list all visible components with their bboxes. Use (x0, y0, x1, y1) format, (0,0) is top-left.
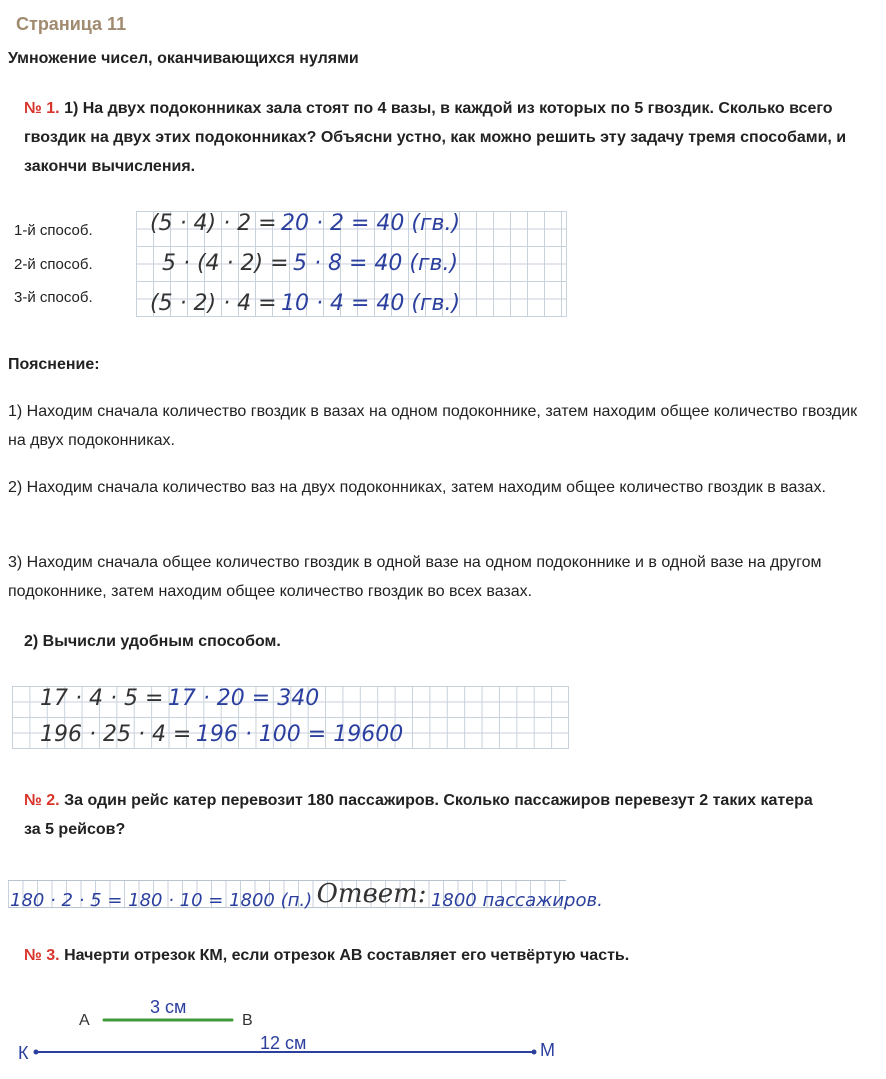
point-k-dot (34, 1050, 39, 1055)
way-2-row (162, 251, 458, 276)
way-2-label: 2-й способ. (14, 256, 93, 273)
task-2-number: № 2. (24, 792, 60, 809)
way-2-answer: 5 · 8 = 40 (гв.) (293, 251, 459, 276)
way-3-row (150, 291, 460, 316)
segments-drawing (0, 990, 886, 1079)
way-1-written: (5 · 4) · 2 = (150, 211, 277, 236)
task-2-statement (24, 786, 824, 844)
task-1-part-2-text: 2) Вычисли удобным способом. (24, 633, 281, 650)
task-2-text: За один рейс катер перевозит 180 пассажиров. Сколько пассажиров перевезут 2 таких катера за 5 рейсов? (24, 792, 813, 838)
ab-length-label: 3 см (150, 997, 187, 1017)
explanation-1: 1) Находим сначала количество гвоздик в вазах на одном подоконнике, затем находим общее количество гвоздик на двух подоконниках. (8, 403, 858, 449)
ways-grid (136, 211, 567, 317)
task-2-solution: 180 · 2 · 5 = 180 · 10 = 1800 (п.) (10, 890, 313, 911)
way-2-written: 5 · (4 · 2) = (162, 251, 289, 276)
way-1-answer: 20 · 2 = 40 (гв.) (281, 211, 461, 236)
task-2-solution-row (10, 879, 603, 913)
part-2-row-2-answer: 196 · 100 = 19600 (195, 722, 404, 747)
task-2-answer-word: Ответ: (316, 879, 427, 909)
way-3-written: (5 · 2) · 4 = (150, 291, 277, 316)
task-3-number: № 3. (24, 947, 60, 964)
section-title: Умножение чисел, оканчивающихся нулями (8, 50, 359, 67)
task-1-statement (24, 94, 854, 181)
point-m-dot (532, 1050, 537, 1055)
explanation-2: 2) Находим сначала количество ваз на двух подоконниках, затем находим общее количество гвоздик в вазах. (8, 479, 826, 496)
way-3-label: 3-й способ. (14, 289, 93, 306)
explanation-3: 3) Находим сначала общее количество гвоздик в одной вазе на одном подоконнике и в одной вазе на другом подоконнике, затем находим общее количество гвоздик во всех вазах. (8, 554, 822, 600)
part-2-row-1-written: 17 · 4 · 5 = (40, 686, 164, 711)
part-2-row-2-written: 196 · 25 · 4 = (40, 722, 192, 747)
task-3-statement (24, 941, 854, 970)
task-1-number: № 1. (24, 100, 60, 117)
task-2-answer-line (8, 879, 603, 911)
way-1-row (150, 211, 460, 236)
point-a-label: А (79, 1012, 90, 1029)
part-2-row-1 (40, 686, 319, 711)
explanation-heading: Пояснение: (8, 356, 100, 373)
task-3-text: Начерти отрезок КМ, если отрезок АВ составляет его четвёртую часть. (64, 947, 630, 964)
task-1-text: 1) На двух подоконниках зала стоят по 4 вазы, в каждой из которых по 5 гвоздик. Сколько всего гвоздик на двух этих подоконниках? Объясни устно, как можно решить эту задачу тремя способами, и закончи вычисления. (24, 100, 847, 175)
km-length-label: 12 см (260, 1033, 307, 1053)
task-2-answer-value: 1800 пассажиров. (430, 890, 603, 911)
part-2-row-2 (40, 722, 403, 747)
way-3-answer: 10 · 4 = 40 (гв.) (281, 291, 461, 316)
part-2-grid (12, 686, 569, 749)
point-m-label: М (540, 1040, 555, 1060)
point-b-label: В (242, 1012, 253, 1029)
point-k-label: К (18, 1043, 29, 1063)
way-1-label: 1-й способ. (14, 222, 93, 239)
page-title: Страница 11 (16, 14, 127, 34)
part-2-row-1-answer: 17 · 20 = 340 (167, 686, 320, 711)
